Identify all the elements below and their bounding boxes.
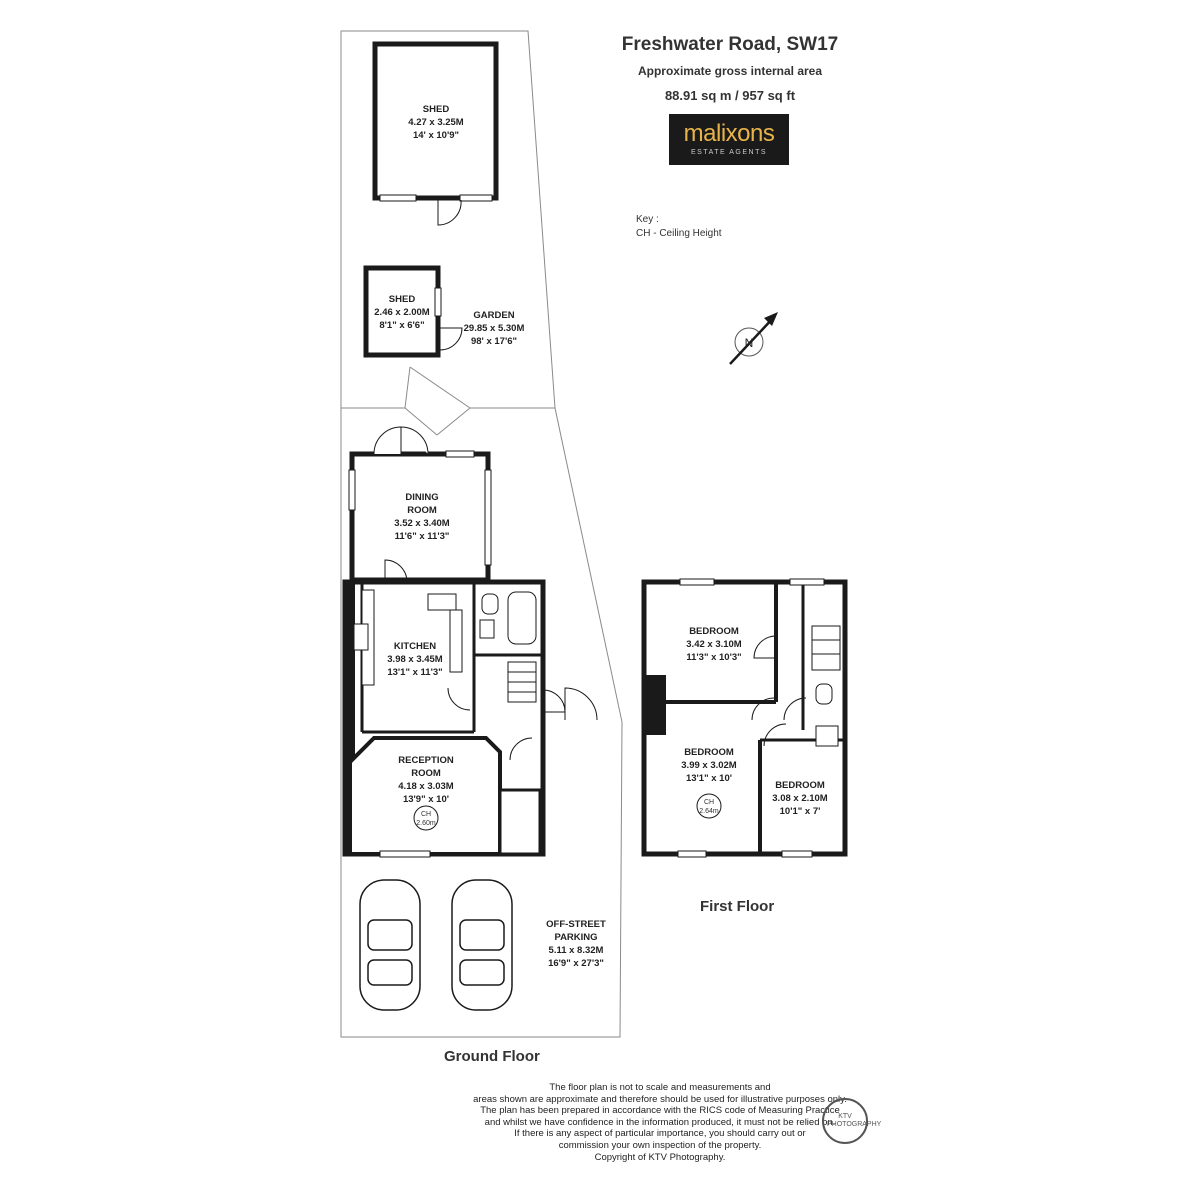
gate: [410, 367, 470, 408]
sink-icon: [428, 594, 456, 610]
bedroom3-window: [782, 851, 812, 857]
bay-cupboard: [500, 790, 540, 854]
disclaimer-line: Copyright of KTV Photography.: [594, 1151, 726, 1163]
bedroom1-imperial: 11'3" x 10'3": [686, 652, 742, 663]
stamp-text: KTV PHOTOGRAPHY: [827, 1113, 882, 1128]
ch-value: 2.64m: [699, 808, 719, 815]
car-icon: [452, 880, 512, 1010]
shed-small-label: SHED: [388, 294, 416, 305]
disclaimer-line: commission your own inspection of the property.: [558, 1139, 762, 1151]
agent-logo: [669, 114, 789, 165]
toilet-icon: [816, 684, 832, 704]
disclaimer-line: The floor plan is not to scale and measurements and: [549, 1082, 771, 1093]
dining-window: [446, 451, 474, 457]
dining-french-doors: [374, 427, 428, 454]
shed-small-imperial: 8'1" x 6'6": [379, 320, 425, 331]
first-floor-thick-wall: [644, 675, 666, 735]
dining-label: ROOM: [407, 505, 437, 516]
bedroom3-label: BEDROOM: [775, 780, 825, 791]
shed-large-window: [460, 195, 492, 201]
car-icon: [360, 880, 420, 1010]
front-door: [543, 690, 565, 712]
bath-icon: [508, 592, 536, 644]
ch-label: CH: [420, 811, 432, 818]
shed-large-window: [380, 195, 416, 201]
reception-window: [380, 851, 430, 857]
dining-room-walls: [352, 454, 488, 580]
ktv-stamp-icon: [822, 1098, 882, 1144]
bedroom3-imperial: 10'1" x 7': [779, 806, 821, 817]
bedroom2-metric: 3.99 x 3.02M: [681, 760, 737, 771]
property-title: Freshwater Road, SW17: [621, 34, 839, 55]
bedroom1-window: [680, 579, 714, 585]
reception-label: ROOM: [411, 768, 441, 779]
key-title: Key :: [636, 214, 659, 225]
logo-name: malixons: [683, 120, 775, 147]
gate: [437, 408, 470, 435]
shed-large-metric: 4.27 x 3.25M: [408, 117, 464, 128]
disclaimer-line: The plan has been prepared in accordance with the RICS code of Measuring Practice: [480, 1105, 840, 1117]
porch-door: [565, 688, 597, 720]
hob-icon: [354, 624, 368, 650]
disclaimer-line: areas shown are approximate and therefore should be used for illustrative purposes only.: [473, 1093, 847, 1105]
parking-imperial: 16'9" x 27'3": [548, 958, 604, 969]
dining-window: [349, 470, 355, 510]
bedroom2-label: BEDROOM: [684, 747, 734, 758]
dining-metric: 3.52 x 3.40M: [394, 518, 450, 529]
dining-window: [485, 470, 491, 565]
dining-label: DINING: [405, 492, 439, 503]
key-item: CH - Ceiling Height: [636, 228, 722, 239]
first-floor-label: First Floor: [700, 898, 775, 915]
gate: [405, 367, 410, 408]
ground-floor-label: Ground Floor: [444, 1048, 540, 1065]
reception-metric: 4.18 x 3.03M: [398, 781, 454, 792]
reception-imperial: 13'9" x 10': [402, 794, 450, 805]
parking-metric: 5.11 x 8.32M: [548, 945, 604, 956]
disclaimer-line: and whilst we have confidence in the information produced, it must not be relied on.: [484, 1116, 836, 1128]
shed-large-label: SHED: [422, 104, 450, 115]
compass-icon: [730, 312, 778, 364]
bedroom2-imperial: 13'1" x 10': [685, 773, 733, 784]
disclaimer-line: If there is any aspect of particular importance, you should carry out or: [514, 1128, 806, 1140]
bedroom1-label: BEDROOM: [689, 626, 739, 637]
shower-icon: [816, 726, 838, 746]
basin-icon: [480, 620, 494, 638]
key-legend: [636, 213, 722, 241]
shed-small-metric: 2.46 x 2.00M: [374, 307, 430, 318]
logo-tagline: ESTATE AGENTS: [690, 149, 768, 156]
landing-window: [790, 579, 824, 585]
garden-metric: 29.85 x 5.30M: [463, 323, 525, 334]
shed-small-door: [440, 328, 462, 350]
ch-value: 2.60m: [416, 820, 436, 827]
bedroom2-window: [678, 851, 706, 857]
parking-label: OFF-STREET: [546, 919, 606, 930]
shed-small-window: [435, 288, 441, 316]
kitchen-label: KITCHEN: [393, 641, 437, 652]
garden-imperial: 98' x 17'6": [470, 336, 518, 347]
reception-label: RECEPTION: [398, 755, 454, 766]
kitchen-imperial: 13'1" x 11'3": [387, 667, 443, 678]
parking-label: PARKING: [554, 932, 598, 943]
area-subtitle: Approximate gross internal area: [637, 64, 823, 78]
gross-area: 88.91 sq m / 957 sq ft: [664, 88, 796, 103]
kitchen-worktop: [450, 610, 462, 672]
bedroom3-metric: 3.08 x 2.10M: [772, 793, 828, 804]
dining-imperial: 11'6" x 11'3": [394, 531, 450, 542]
compass-north: N: [744, 336, 754, 350]
shed-large-imperial: 14' x 10'9": [412, 130, 460, 141]
garden-label: GARDEN: [473, 310, 515, 321]
bedroom1-metric: 3.42 x 3.10M: [686, 639, 742, 650]
stairs-upper-icon: [812, 626, 840, 670]
kitchen-metric: 3.98 x 3.45M: [387, 654, 443, 665]
ch-label: CH: [703, 799, 715, 806]
shed-large-door: [438, 200, 461, 225]
toilet-icon: [482, 594, 498, 614]
